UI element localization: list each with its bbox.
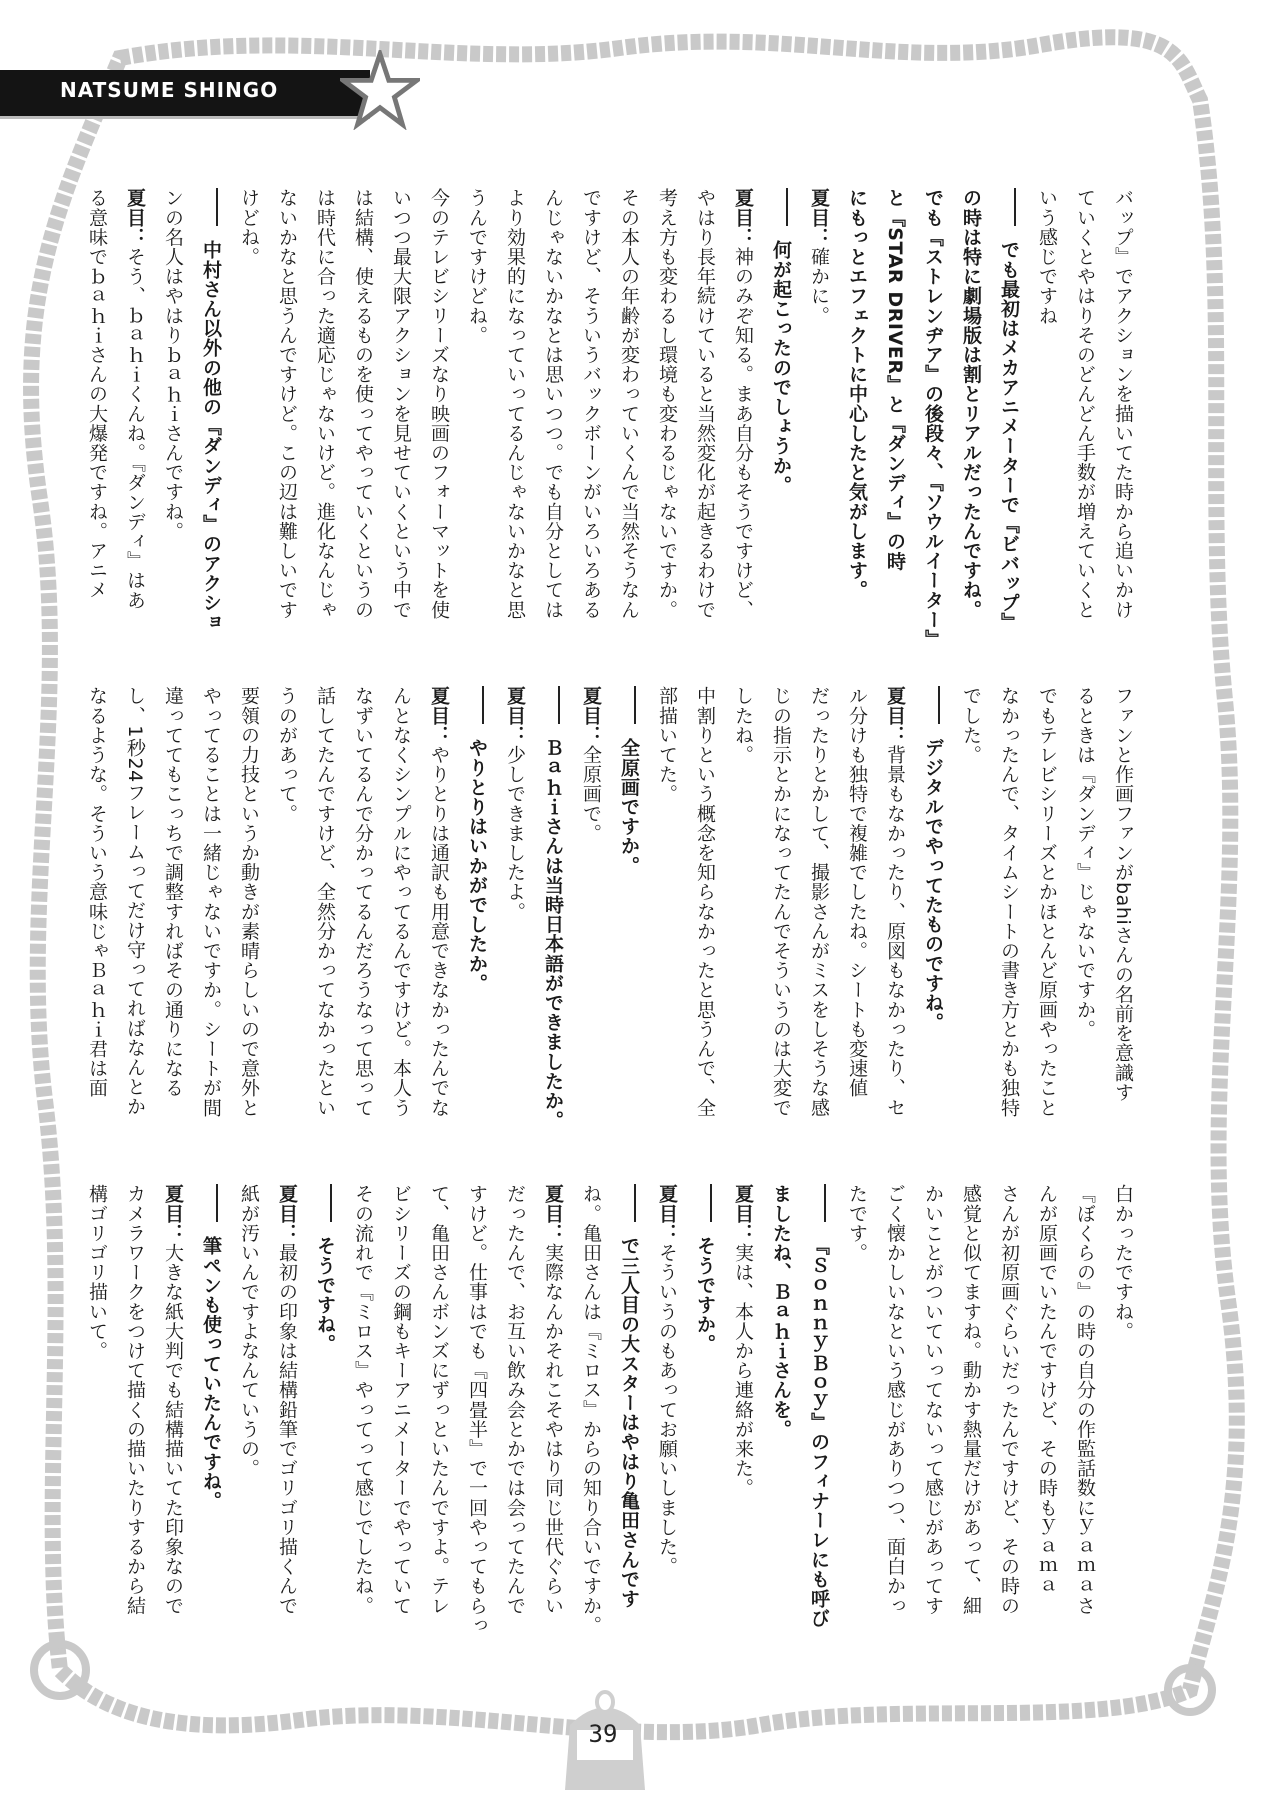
line-text: て、亀田さんボンズにずっといたんですよ。テレ xyxy=(428,1184,450,1616)
text-line xyxy=(990,1184,1028,1624)
line-text: 違っててもこっちで調整すればその通りになる xyxy=(162,686,184,1098)
text-line xyxy=(116,686,154,1126)
line-text: やりとりは通訳も用意できなかったんでな xyxy=(428,744,450,1118)
text-line xyxy=(268,686,306,1126)
interviewer-question-line xyxy=(762,188,800,628)
line-text: 『ＳｏｎｎｙＢｏｙ』のフィナーレにも呼び xyxy=(808,1236,830,1628)
text-line xyxy=(762,1184,800,1624)
natsume-answer-line xyxy=(534,1184,572,1624)
line-text: 筆ペンも使っていたんですね。 xyxy=(200,1236,222,1511)
speaker-label: 夏目： xyxy=(124,188,146,247)
text-line xyxy=(344,686,382,1126)
text-block-top xyxy=(72,188,1142,649)
text-line xyxy=(800,686,838,1126)
text-line xyxy=(382,1184,420,1624)
line-text: ないかなと思うんですけど。この辺は難しいです xyxy=(276,188,298,620)
speaker-label: 夏目： xyxy=(884,686,906,745)
speaker-label: 夏目： xyxy=(732,1184,754,1243)
text-line xyxy=(230,1184,268,1624)
text-line xyxy=(914,188,952,649)
line-text: デジタルでやってたものですね。 xyxy=(922,738,944,1032)
interviewer-question-line xyxy=(306,1184,344,1624)
text-line xyxy=(648,686,686,1126)
question-dash xyxy=(786,188,788,226)
line-text: 実際なんかそれこそやはり同じ世代ぐらい xyxy=(542,1242,564,1616)
text-line xyxy=(534,188,572,628)
line-text: 全原画ですか。 xyxy=(618,738,640,876)
text-line xyxy=(382,188,420,628)
text-line xyxy=(838,188,876,628)
line-text: 考え方も変わるし環境も変わるじゃないですか。 xyxy=(656,188,678,620)
line-text: 確かに。 xyxy=(808,246,830,326)
line-text: 実は、本人から連絡が来た。 xyxy=(732,1242,754,1498)
text-line xyxy=(648,188,686,628)
question-dash xyxy=(558,686,560,724)
line-text: ましたね、Ｂａｈｉさんを。 xyxy=(770,1184,792,1439)
text-line xyxy=(496,188,534,628)
line-text: じの指示とかになってたんでそういうのは大変で xyxy=(770,686,792,1118)
line-text: 感覚と似てますね。動かす熱量だけがあって、細 xyxy=(960,1184,982,1616)
line-text: ファンと作画ファンがbahiさんの名前を意識す xyxy=(1112,686,1134,1102)
line-text: その流れで『ミロス』やってって感じでしたね。 xyxy=(352,1184,374,1616)
text-line xyxy=(230,188,268,628)
text-line xyxy=(344,188,382,628)
text-line xyxy=(1028,1184,1066,1624)
question-dash xyxy=(710,1184,712,1222)
natsume-answer-line xyxy=(268,1184,306,1624)
line-text: ビシリーズの鋼もキーアニメーターでやっていて xyxy=(390,1184,412,1616)
line-text: 中村さん以外の他の『ダンディ』のアクショ xyxy=(200,240,222,632)
line-text: うのがあって。 xyxy=(276,686,298,824)
text-line xyxy=(686,188,724,628)
line-text: やってることは一緒じゃないですか。シートが間 xyxy=(200,686,222,1118)
text-block-middle xyxy=(72,686,1142,1130)
speaker-label: 夏目： xyxy=(162,1184,184,1243)
speaker-label: 夏目： xyxy=(504,686,526,745)
header-title: NATSUME SHINGO xyxy=(60,78,279,102)
interviewer-question-line xyxy=(990,188,1028,632)
line-text: ル分けも独特で複雑でしたね。シートも変速値 xyxy=(846,686,868,1098)
line-text: そういうのもあってお願いしました。 xyxy=(656,1242,678,1577)
line-text: でも『ストレンヂア』の後段々、『ソウルイーター』 xyxy=(922,188,944,649)
text-line xyxy=(1104,1184,1142,1624)
text-line xyxy=(192,686,230,1126)
line-text: ていくとやはりそのどんどん手数が増えていくと xyxy=(1074,188,1096,620)
line-text: 『ぼくらの』の時の自分の作監話数にｙａｍａさ xyxy=(1074,1184,1096,1616)
line-text: 白かったですね。 xyxy=(1112,1184,1134,1341)
line-text: んが原画でいたんですけど、その時もｙａｍａ xyxy=(1036,1184,1058,1596)
natsume-answer-line xyxy=(420,686,458,1126)
question-dash xyxy=(634,686,636,724)
text-line xyxy=(724,686,762,1126)
line-text: 全原画で。 xyxy=(580,744,602,843)
star-icon xyxy=(340,50,420,130)
line-text: で三人目の大スターはやはり亀田さんです xyxy=(618,1236,640,1609)
natsume-answer-line xyxy=(724,1184,762,1624)
line-text: カメラワークをつけて描くの描いたりするから結 xyxy=(124,1184,146,1616)
line-text: と『STAR DRIVER』と『ダンディ』の時 xyxy=(884,188,906,571)
interviewer-question-line xyxy=(192,188,230,632)
text-line xyxy=(952,686,990,1126)
line-text: でもテレビシリーズとかほとんど原画やったこと xyxy=(1036,686,1058,1118)
line-text: なるような。そういう意味じゃＢａｈｉ君は面 xyxy=(86,686,108,1098)
text-line xyxy=(1104,686,1142,1126)
line-text: うんですけどね。 xyxy=(466,188,488,345)
speaker-label: 夏目： xyxy=(428,686,450,745)
line-text: さんが初原画ぐらいだったんですけど、その時の xyxy=(998,1184,1020,1616)
natsume-answer-line xyxy=(154,1184,192,1624)
text-line xyxy=(1066,1184,1104,1624)
line-text: けどね。 xyxy=(238,188,260,267)
line-text: んじゃないかなとは思いつつ。でも自分としては xyxy=(542,188,564,620)
line-text: でした。 xyxy=(960,686,982,765)
line-text: したね。 xyxy=(732,686,754,765)
text-line xyxy=(306,686,344,1126)
line-text: だったりとかして、撮影さんがミスをしそうな感 xyxy=(808,686,830,1118)
text-line xyxy=(420,188,458,628)
text-line xyxy=(458,188,496,628)
page-number: 39 xyxy=(588,1720,618,1748)
speaker-label: 夏目： xyxy=(808,188,830,247)
line-text: 今のテレビシリーズなり映画のフォーマットを使 xyxy=(428,188,450,620)
line-text: る意味でｂａｈｉさんの大爆発ですね。アニメ xyxy=(86,188,108,600)
line-text: 話してたんですけど、全然分かってなかったとい xyxy=(314,686,336,1118)
text-line xyxy=(1066,686,1104,1126)
line-text: は結構、使えるものを使ってやっていくというの xyxy=(352,188,374,620)
line-text: ンの名人はやはりｂａｈｉさんですね。 xyxy=(162,188,184,541)
text-line xyxy=(78,1184,116,1624)
natsume-answer-line xyxy=(496,686,534,1126)
text-line xyxy=(610,188,648,628)
question-dash xyxy=(938,686,940,724)
text-line xyxy=(344,1184,382,1624)
text-line xyxy=(838,686,876,1126)
line-text: すけど。仕事はでも『四畳半』で一回やってもらっ xyxy=(466,1184,488,1635)
text-line xyxy=(914,1184,952,1624)
line-text: より効果的になっていってるんじゃないかなと思 xyxy=(504,188,526,620)
interviewer-question-line xyxy=(610,1184,648,1624)
text-line xyxy=(1066,188,1104,628)
line-text: そう、ｂａｈｉくんね。『ダンディ』はあ xyxy=(124,246,146,610)
natsume-answer-line xyxy=(876,686,914,1126)
natsume-answer-line xyxy=(800,188,838,628)
question-dash xyxy=(824,1184,826,1222)
interviewer-question-line xyxy=(192,1184,230,1624)
line-text: なずいてるんで分かってるんだろうなって思って xyxy=(352,686,374,1118)
line-text: 神のみぞ知る。まあ自分もそうですけど、 xyxy=(732,246,754,620)
interviewer-question-line xyxy=(534,686,572,1130)
question-dash xyxy=(634,1184,636,1222)
text-line xyxy=(1104,188,1142,628)
text-line xyxy=(306,188,344,628)
line-text: たです。 xyxy=(846,1184,868,1263)
text-line xyxy=(990,686,1028,1126)
natsume-answer-line xyxy=(572,686,610,1126)
interviewer-question-line xyxy=(800,1184,838,1628)
line-text: 少しできましたよ。 xyxy=(504,744,526,922)
text-line xyxy=(78,686,116,1126)
line-text: いう感じですね xyxy=(1036,188,1058,326)
text-line xyxy=(686,686,724,1126)
line-text: やはり長年続けていると当然変化が起きるわけで xyxy=(694,188,716,620)
line-text: 紙が汚いんですよなんていうの。 xyxy=(238,1184,260,1478)
interviewer-question-line xyxy=(610,686,648,1126)
text-line xyxy=(1028,188,1066,628)
line-text: 中割りという概念を知らなかったと思うんで、全 xyxy=(694,686,716,1118)
line-text: るときは『ダンディ』じゃないですか。 xyxy=(1074,686,1096,1039)
speaker-label: 夏目： xyxy=(276,1184,298,1243)
question-dash xyxy=(216,188,218,226)
line-text: は時代に合った適応じゃないけど。進化なんじゃ xyxy=(314,188,336,620)
text-line xyxy=(154,686,192,1126)
line-text: でも最初はメカアニメーターで『ビバップ』 xyxy=(998,240,1020,632)
question-dash xyxy=(482,686,484,724)
text-line xyxy=(952,188,990,628)
text-line xyxy=(952,1184,990,1624)
line-text: 部描いてた。 xyxy=(656,686,678,804)
line-text: 背景もなかったり、原図もなかったり、セ xyxy=(884,744,906,1118)
interviewer-question-line xyxy=(686,1184,724,1624)
text-block-bottom xyxy=(72,1184,1142,1635)
text-line xyxy=(876,188,914,628)
interviewer-question-line xyxy=(914,686,952,1126)
line-text: その本人の年齢が変わっていくんで当然そうなん xyxy=(618,188,640,620)
text-line xyxy=(572,1184,610,1635)
text-line xyxy=(876,1184,914,1624)
line-text: やりとりはいかがでしたか。 xyxy=(466,738,488,993)
text-line xyxy=(420,1184,458,1624)
line-text: 大きな紙大判でも結構描いてた印象なので xyxy=(162,1242,184,1616)
text-line xyxy=(838,1184,876,1624)
text-line xyxy=(762,686,800,1126)
line-text: そうですか。 xyxy=(694,1236,716,1354)
line-text: 何が起こったのでしょうか。 xyxy=(770,240,792,495)
line-text: 構ゴリゴリ描いて。 xyxy=(86,1184,108,1361)
line-text: んとなくシンプルにやってるんですけど。本人う xyxy=(390,686,412,1118)
text-line xyxy=(1028,686,1066,1126)
line-text: し、1秒24フレームってだけ守ってればなんとか xyxy=(124,686,146,1117)
text-line xyxy=(78,188,116,628)
interviewer-question-line xyxy=(458,686,496,1126)
natsume-answer-line xyxy=(648,1184,686,1624)
line-text: 最初の印象は結構鉛筆でゴリゴリ描くんで xyxy=(276,1242,298,1616)
line-text: Ｂａｈｉさんは当時日本語ができましたか。 xyxy=(542,738,564,1130)
text-line xyxy=(572,188,610,628)
natsume-answer-line xyxy=(116,188,154,628)
question-dash xyxy=(330,1184,332,1222)
speaker-label: 夏目： xyxy=(656,1184,678,1243)
line-text: ね。亀田さんは『ミロス』からの知り合いですか。 xyxy=(580,1184,602,1635)
text-line xyxy=(382,686,420,1126)
question-dash xyxy=(1014,188,1016,226)
natsume-answer-line xyxy=(724,188,762,628)
line-text: の時は特に劇場版は割とリアルだったんですね。 xyxy=(960,188,982,620)
line-text: 要領の力技というか動きが素晴らしいので意外と xyxy=(238,686,260,1118)
text-line xyxy=(496,1184,534,1624)
speaker-label: 夏目： xyxy=(542,1184,564,1243)
line-text: かいことがついていってないって感じがあってす xyxy=(922,1184,944,1616)
speaker-label: 夏目： xyxy=(580,686,602,745)
text-line xyxy=(230,686,268,1126)
line-text: そうですね。 xyxy=(314,1236,336,1354)
text-line xyxy=(154,188,192,628)
text-line xyxy=(268,188,306,628)
line-text: にもっとエフェクトに中心したと気がします。 xyxy=(846,188,868,600)
line-text: だったんで、お互い飲み会とかでは会ってたんで xyxy=(504,1184,526,1616)
text-line xyxy=(458,1184,496,1635)
line-text: いつつ最大限アクションを見せていくという中で xyxy=(390,188,412,620)
text-line xyxy=(116,1184,154,1624)
question-dash xyxy=(216,1184,218,1222)
speaker-label: 夏目： xyxy=(732,188,754,247)
line-text: バップ』でアクションを描いてた時から追いかけ xyxy=(1112,188,1134,620)
line-text: ごく懐かしいなという感じがありつつ、面白かっ xyxy=(884,1184,906,1616)
line-text: なかったんで、タイムシートの書き方とかも独特 xyxy=(998,686,1020,1118)
line-text: ですけど、そういうバックボーンがいろいろある xyxy=(580,188,602,620)
